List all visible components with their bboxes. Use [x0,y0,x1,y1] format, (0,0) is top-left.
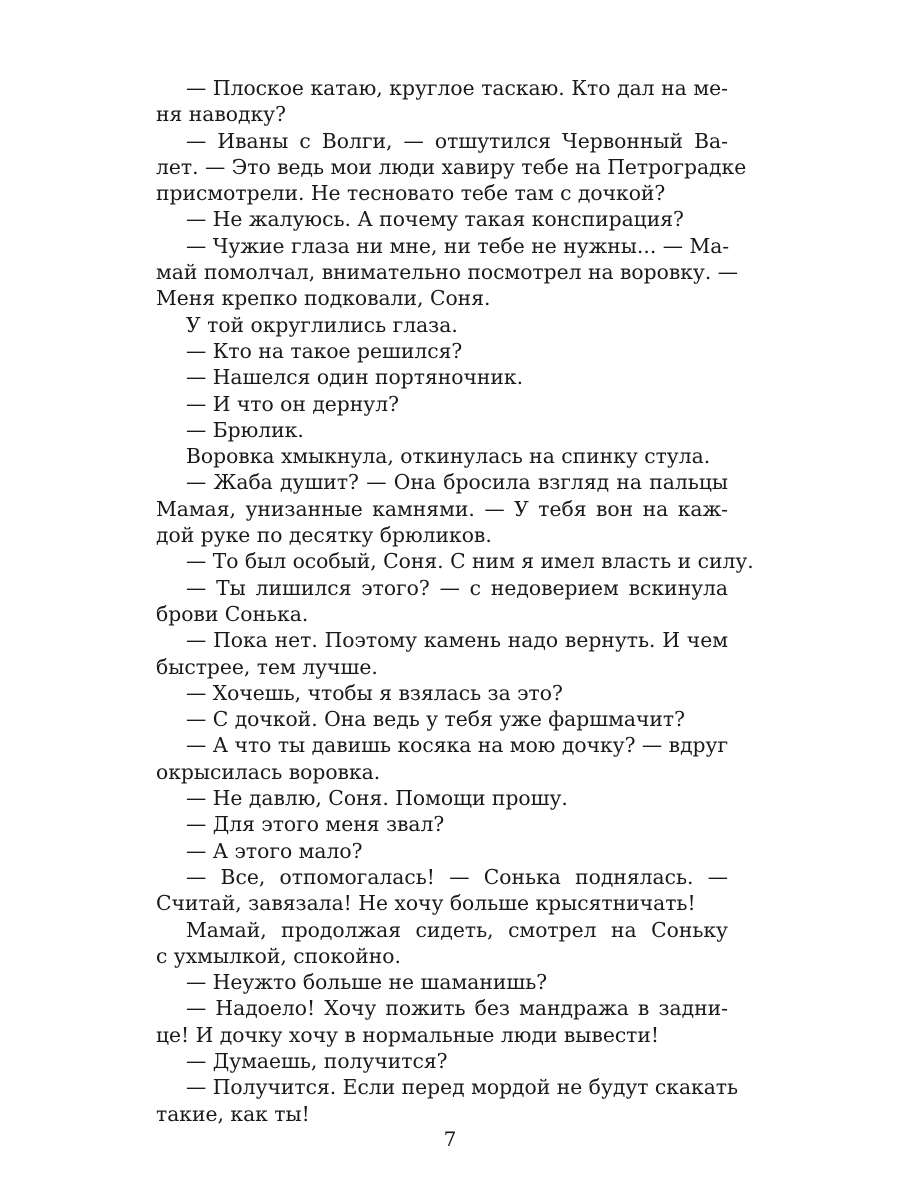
text-line: — Иваны с Волги, — отшутился Червонный Ва- [186,128,728,153]
text-line: — Не жалуюсь. А почему такая конспирация? [186,207,684,232]
text-line: — Думаешь, получится? [186,1048,448,1073]
text-line: — Брюлик. [186,417,304,442]
text-line: Воровка хмыкнула, откинулась на спинку стула. [186,444,711,469]
text-line: окрысилась воровка. [156,759,381,784]
text-line: Мамая, унизанные камнями. — У тебя вон на каж- [156,496,728,521]
text-line: це! И дочку хочу в нормальные люди вывести! [156,1022,660,1047]
text-line: Мамай, продолжая сидеть, смотрел на Соньку [186,917,728,942]
text-line: май помолчал, внимательно посмотрел на воровку. — [156,260,739,285]
text-line: — С дочкой. Она ведь у тебя уже фаршмачит? [186,707,685,732]
text-line: — Нашелся один портяночник. [186,365,524,390]
text-line: — А этого мало? [186,838,363,863]
text-line: — Хочешь, чтобы я взялась за это? [186,680,563,705]
text-line: дой руке по десятку брюликов. [156,523,492,548]
body-text [156,75,754,1127]
text-line: — Для этого меня звал? [186,812,445,837]
text-line: — Надоело! Хочу пожить без мандража в задни- [186,996,728,1021]
text-line: — Пока нет. Поэтому камень надо вернуть. И чем [186,628,728,653]
text-line: — Не давлю, Соня. Помощи прошу. [186,786,568,811]
text-line: лет. — Это ведь мои люди хавиру тебе на Петроградке [156,154,747,179]
text-line: ня наводку? [156,102,286,127]
text-line: такие, как ты! [156,1101,310,1126]
text-line: — А что ты давишь косяка на мою дочку? — вдруг [186,733,729,758]
text-line: — Жаба душит? — Она бросила взгляд на пальцы [186,470,728,495]
text-line: — Кто на такое решился? [186,338,463,363]
text-line: брови Сонька. [156,601,309,626]
text-line: — И что он дернул? [186,391,400,416]
text-line: с ухмылкой, спокойно. [156,943,401,968]
text-line: — Неужто больше не шаманишь? [186,970,548,995]
text-line: Меня крепко подковали, Соня. [156,286,491,311]
text-line: — Плоское катаю, круглое таскаю. Кто дал на ме- [186,76,728,100]
text-line: — Получится. Если перед мордой не будут скакать [186,1075,739,1100]
page-number: 7 [443,1127,457,1151]
text-line: — То был особый, Соня. С ним я имел власть и силу. [186,549,754,574]
text-line: быстрее, тем лучше. [156,654,378,679]
text-line: присмотрели. Не тесновато тебе там с дочкой? [156,181,666,206]
text-line: — Чужие глаза ни мне, ни тебе не нужны... — Ма- [186,233,730,258]
text-line: — Все, отпомогалась! — Сонька поднялась. — [186,864,728,889]
text-line: Считай, завязала! Не хочу больше крысятничать! [156,891,696,916]
text-line: У той округлились глаза. [186,312,458,337]
text-line: — Ты лишился этого? — с недоверием вскинула [186,575,728,600]
